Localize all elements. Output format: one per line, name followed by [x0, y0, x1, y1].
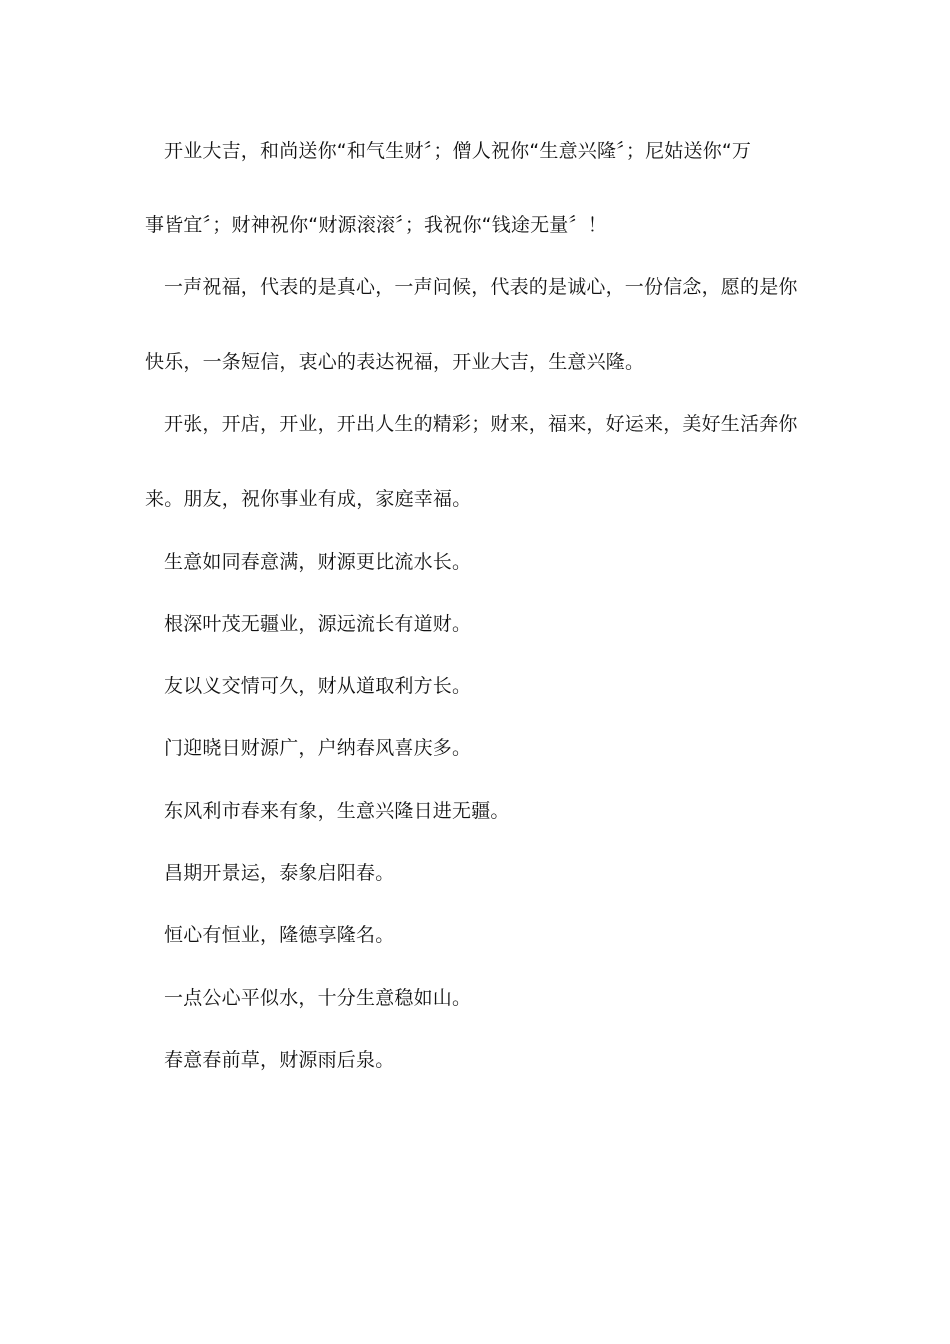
- couplet-line: 一点公心平似水，十分生意稳如山。: [164, 987, 472, 1009]
- couplet-line: 根深叶茂无疆业，源远流长有道财。: [164, 613, 472, 635]
- couplet-line: 昌期开景运，泰象启阳春。: [164, 862, 395, 884]
- paragraph-1-line-1: 开业大吉，和尚送你“和气生财〞；僧人祝你“生意兴隆〞；尼姑送你“万: [164, 140, 752, 162]
- couplet-line: 生意如同春意满，财源更比流水长。: [164, 551, 472, 573]
- paragraph-2-line-1: 一声祝福，代表的是真心，一声问候，代表的是诚心，一份信念，愿的是你: [164, 276, 798, 298]
- couplet-line: 东风利市春来有象，生意兴隆日进无疆。: [164, 800, 510, 822]
- paragraph-1-line-2: 事皆宜〞；财神祝你“财源滚滚〞；我祝你“钱途无量〞！: [145, 214, 607, 236]
- paragraph-2-line-2: 快乐，一条短信，衷心的表达祝福，开业大吉，生意兴隆。: [145, 351, 645, 373]
- paragraph-3-line-2: 来。朋友，祝你事业有成，家庭幸福。: [145, 488, 472, 510]
- paragraph-3-line-1: 开张，开店，开业，开出人生的精彩；财来，福来，好运来，美好生活奔你: [164, 413, 798, 435]
- couplet-line: 恒心有恒业，隆德享隆名。: [164, 924, 395, 946]
- couplet-line: 门迎晓日财源广，户纳春风喜庆多。: [164, 737, 472, 759]
- couplet-line: 春意春前草，财源雨后泉。: [164, 1049, 395, 1071]
- couplet-line: 友以义交情可久，财从道取利方长。: [164, 675, 472, 697]
